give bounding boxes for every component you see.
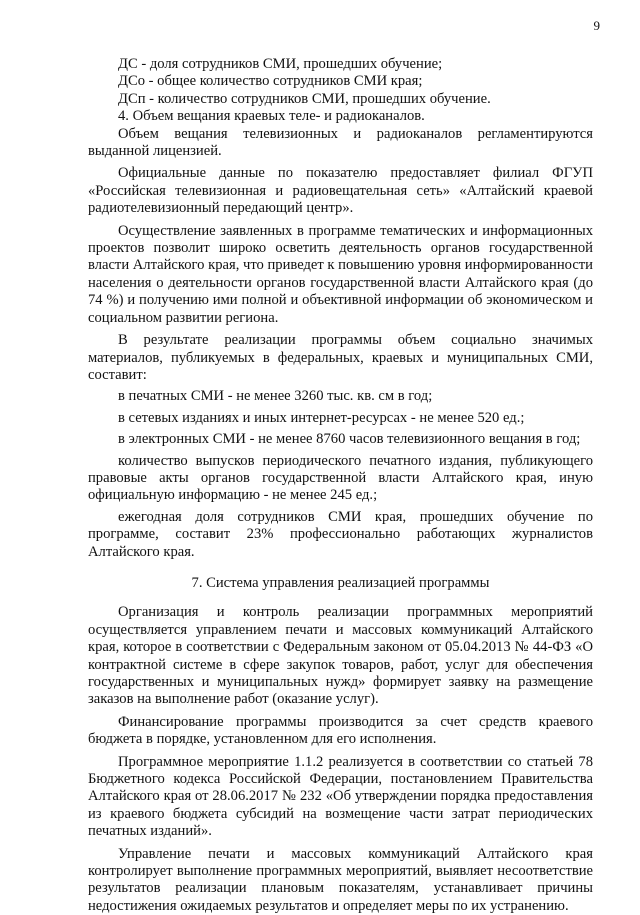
paragraph: Программное мероприятие 1.1.2 реализуется в соответствии со статьей 78 Бюджетного кодекса Российской Федерации, постановлением Правительства Алтайского края от 28.06.2017 № 232 «Об утверждении порядка предоставления из краевого бюджета субсидий на возмещение части затрат периодических печатных изданий». xyxy=(88,753,593,840)
section-heading: 7. Система управления реализацией программы xyxy=(191,574,490,591)
paragraph: 4. Объем вещания краевых теле- и радиоканалов. xyxy=(118,108,425,125)
list-item: в электронных СМИ - не менее 8760 часов телевизионного вещания в год; xyxy=(118,431,581,448)
paragraph: ДСо - общее количество сотрудников СМИ края; xyxy=(118,73,423,90)
page-number: 9 xyxy=(593,18,600,33)
paragraph: Финансирование программы производится за счет средств краевого бюджета в порядке, установленном для его исполнения. xyxy=(88,713,593,748)
list-item: в печатных СМИ - не менее 3260 тыс. кв. см в год; xyxy=(118,388,433,405)
document-body xyxy=(88,56,593,915)
paragraph: Осуществление заявленных в программе тематических и информационных проектов позволит широко осветить деятельность органов государственной власти Алтайского края, что приведет к повышению уровня информированности населения о деятельности органов государственной власти Алтайского края (до 74 %) и получению ими полной и объективной информации об экономическом и социальном развитии региона. xyxy=(88,222,593,326)
paragraph: Объем вещания телевизионных и радиоканалов регламентируются выданной лицензией. xyxy=(88,125,593,160)
list-item: в сетевых изданиях и иных интернет-ресурсах - не менее 520 ед.; xyxy=(118,409,525,426)
paragraph: Организация и контроль реализации программных мероприятий осуществляется управлением печати и массовых коммуникаций Алтайского края, которое в соответствии с Федеральным законом от 05.04.2013 № 44-ФЗ «О контрактной системе в сфере закупок товаров, работ, услуг для обеспечения государственных и муниципальных нужд» формирует заявку на размещение заказов на выполнение работ (оказание услуг). xyxy=(88,604,593,708)
paragraph: Официальные данные по показателю предоставляет филиал ФГУП «Российская телевизионная и радиовещательная сеть» «Алтайский краевой радиотелевизионный передающий центр». xyxy=(88,165,593,217)
list-item: ежегодная доля сотрудников СМИ края, прошедших обучение по программе, составит 23% профессионально работающих журналистов Алтайского края. xyxy=(88,508,593,560)
list-item: количество выпусков периодического печатного издания, публикующего правовые акты органов государственной власти Алтайского края, иную официальную информацию - не менее 245 ед.; xyxy=(88,452,593,504)
paragraph: ДС - доля сотрудников СМИ, прошедших обучение; xyxy=(118,56,443,72)
paragraph: ДСп - количество сотрудников СМИ, прошедших обучение. xyxy=(118,90,491,107)
paragraph: Управление печати и массовых коммуникаций Алтайского края контролирует выполнение программных мероприятий, выявляет несоответствие результатов реализации плановым показателям, устанавливает причины недостижения ожидаемых результатов и определяет меры по их устранению. xyxy=(88,845,593,914)
paragraph: В результате реализации программы объем социально значимых материалов, публикуемых в федеральных, краевых и муниципальных СМИ, составит: xyxy=(88,332,593,383)
